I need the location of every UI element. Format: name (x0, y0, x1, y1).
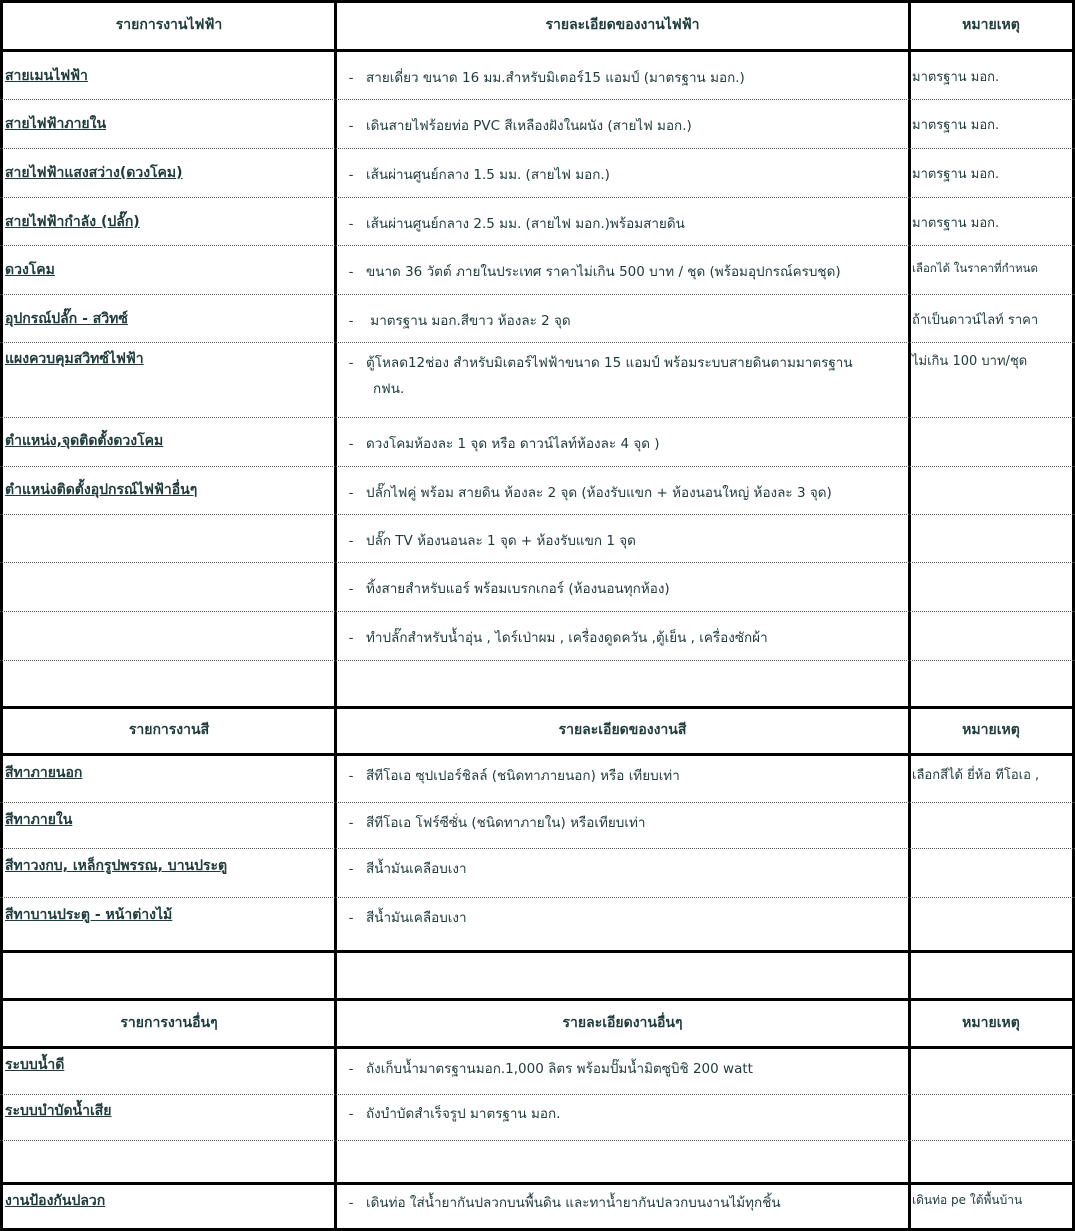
note-text (909, 612, 1073, 626)
row-divider (0, 1140, 1075, 1141)
note-text: เดินท่อ pe ใต้พื้นบ้าน (912, 1193, 1023, 1207)
table-row (0, 467, 1075, 515)
table-row (0, 343, 1075, 417)
paint-col2-header: รายละเอียดของงานสี (558, 722, 687, 738)
note-text: มาตรฐาน มอก. (912, 118, 1000, 133)
electric-col3-header: หมายเหตุ (962, 17, 1020, 33)
electric-col1-header: รายการงานไฟฟ้า (115, 17, 223, 33)
table-row (0, 198, 1075, 246)
note-text (909, 898, 1073, 912)
table-row (0, 246, 1075, 294)
item-label: อุปกรณ์ปลั๊ก - สวิทซ์ (5, 311, 128, 327)
detail-text: - สีทีโอเอ ซุปเปอร์ชิลล์ (ชนิดทาภายนอก) หรือ เทียบเท่า (348, 768, 680, 784)
item-label: แผงควบคุมสวิทซ์ไฟฟ้า (5, 351, 144, 367)
item-label: งานป้องกันปลวก (5, 1193, 106, 1209)
note-text (909, 418, 1073, 432)
table-row (0, 515, 1075, 563)
item-label: สายเมนไฟฟ้า (5, 68, 88, 84)
note-text: ถ้าเป็นดาวน์ไลท์ ราคา (912, 313, 1039, 328)
table-row (0, 1049, 1075, 1095)
detail-text: - ปลั๊กไฟคู่ พร้อม สายดิน ห้องละ 2 จุด (ห้องรับแขก + ห้องนอนใหญ่ ห้องละ 3 จุด) (348, 485, 832, 501)
table-row (0, 100, 1075, 148)
note-text: ไม่เกิน 100 บาท/ชุด (912, 354, 1028, 369)
paint-col3-header: หมายเหตุ (962, 722, 1020, 738)
item-label: สีทาบานประตู - หน้าต่างไม้ (5, 907, 173, 923)
detail-text: - สีน้ำมันเคลือบเงา (348, 910, 467, 926)
note-text: มาตรฐาน มอก. (912, 167, 1000, 182)
item-label: สีทาภายนอก (5, 765, 83, 781)
detail-text: - เส้นผ่านศูนย์กลาง 2.5 มม. (สายไฟ มอก.)พร้อมสายดิน (348, 216, 685, 232)
divider (0, 950, 1075, 953)
table-row (0, 1185, 1075, 1228)
detail-text: - ทิ้งสายสำหรับแอร์ พร้อมเบรกเกอร์ (ห้องนอนทุกห้อง) (348, 581, 670, 597)
electric-header-row (0, 3, 1075, 51)
detail-text: - เดินสายไฟร้อยท่อ PVC สีเหลืองฝังในผนัง (สายไฟ มอก.) (348, 118, 692, 134)
note-text (909, 1095, 1073, 1109)
detail-text: - เดินท่อ ใส่น้ำยากันปลวกบนพื้นดิน และทาน้ำยากันปลวกบนงานไม้ทุกชิ้น (348, 1195, 781, 1211)
row-divider (0, 660, 1075, 661)
table-row (0, 1095, 1075, 1141)
table-row (0, 295, 1075, 343)
item-label: ระบบบำบัดน้ำเสีย (5, 1103, 112, 1119)
table-row (0, 898, 1075, 950)
note-text: มาตรฐาน มอก. (912, 216, 1000, 231)
table-row (0, 849, 1075, 897)
item-label: ดวงโคม (5, 262, 55, 278)
item-label (2, 515, 336, 528)
table-row (0, 149, 1075, 197)
table-row (0, 756, 1075, 802)
table-row (0, 803, 1075, 849)
table-row (0, 418, 1075, 466)
detail-text: - ตู้โหลด12ช่อง สำหรับมิเตอร์ไฟฟ้าขนาด 15 แอมป์ พร้อมระบบสายดินตามมาตรฐาน กฟน. (348, 355, 853, 397)
item-label: ระบบน้ำดี (5, 1057, 65, 1073)
paint-header-row (0, 709, 1075, 755)
item-label: ตำแหน่ง,จุดติดตั้งดวงโคม (5, 433, 164, 449)
table-row (0, 612, 1075, 660)
detail-text: - ดวงโคมห้องละ 1 จุด หรือ ดาวน์ไลท์ห้องละ 4 จุด ) (348, 436, 660, 452)
other-col3-header: หมายเหตุ (962, 1015, 1020, 1031)
detail-text: - มาตรฐาน มอก.สีขาว ห้องละ 2 จุด (348, 313, 571, 329)
item-label: สีทาภายใน (5, 812, 73, 828)
note-text: เลือกได้ ในราคาที่กำหนด (912, 261, 1038, 275)
item-label (2, 612, 336, 625)
other-header-row (0, 1001, 1075, 1047)
table-row (0, 563, 1075, 611)
note-text: เลือกสีได้ ยี่ห้อ ทีโอเอ , (912, 768, 1040, 783)
note-text (909, 467, 1073, 481)
note-text (909, 563, 1073, 577)
item-label: ตำแหน่งติดตั้งอุปกรณ์ไฟฟ้าอื่นๆ (5, 482, 198, 498)
item-label: สายไฟฟ้าแสงสว่าง(ดวงโคม) (5, 165, 183, 181)
electric-col2-header: รายละเอียดของงานไฟฟ้า (545, 17, 700, 33)
detail-text: - สีน้ำมันเคลือบเงา (348, 861, 467, 877)
item-label: สายไฟฟ้าภายใน (5, 116, 107, 132)
item-label (2, 563, 336, 576)
paint-col1-header: รายการงานสี (128, 722, 210, 738)
item-label: สายไฟฟ้ากำลัง (ปลั๊ก) (5, 214, 140, 230)
table-row (0, 52, 1075, 100)
other-col2-header: รายละเอียดงานอื่นๆ (562, 1015, 683, 1031)
detail-text: - สีทีโอเอ โฟร์ซีซั่น (ชนิดทาภายใน) หรือเทียบเท่า (348, 815, 646, 831)
detail-text: - ทำปลั๊กสำหรับน้ำอุ่น , ไดร์เป่าผม , เครื่องดูดควัน ,ตู้เย็น , เครื่องซักผ้า (348, 630, 768, 646)
note-text: มาตรฐาน มอก. (912, 70, 1000, 85)
detail-text: - เส้นผ่านศูนย์กลาง 1.5 มม. (สายไฟ มอก.) (348, 167, 610, 183)
detail-text: - ถังเก็บน้ำมาตรฐานมอก.1,000 ลิตร พร้อมปั๊มน้ำมิตซูบิชิ 200 watt (348, 1061, 753, 1077)
note-text (909, 515, 1073, 529)
detail-text: - สายเดี่ยว ขนาด 16 มม.สำหรับมิเตอร์15 แอมป์ (มาตรฐาน มอก.) (336, 52, 909, 88)
other-col1-header: รายการงานอื่นๆ (120, 1015, 218, 1031)
note-text (909, 803, 1073, 817)
note-text (909, 849, 1073, 863)
item-label: สีทาวงกบ, เหล็กรูปพรรณ, บานประตู (5, 858, 228, 874)
note-text (909, 1049, 1073, 1063)
detail-text: - ปลั๊ก TV ห้องนอนละ 1 จุด + ห้องรับแขก 1 จุด (348, 533, 636, 549)
detail-text: - ขนาด 36 วัตต์ ภายในประเทศ ราคาไม่เกิน 500 บาท / ชุด (พร้อมอุปกรณ์ครบชุด) (348, 264, 841, 280)
dash: - (348, 70, 354, 86)
detail-text: - ถังบำบัดสำเร็จรูป มาตรฐาน มอก. (348, 1106, 561, 1122)
